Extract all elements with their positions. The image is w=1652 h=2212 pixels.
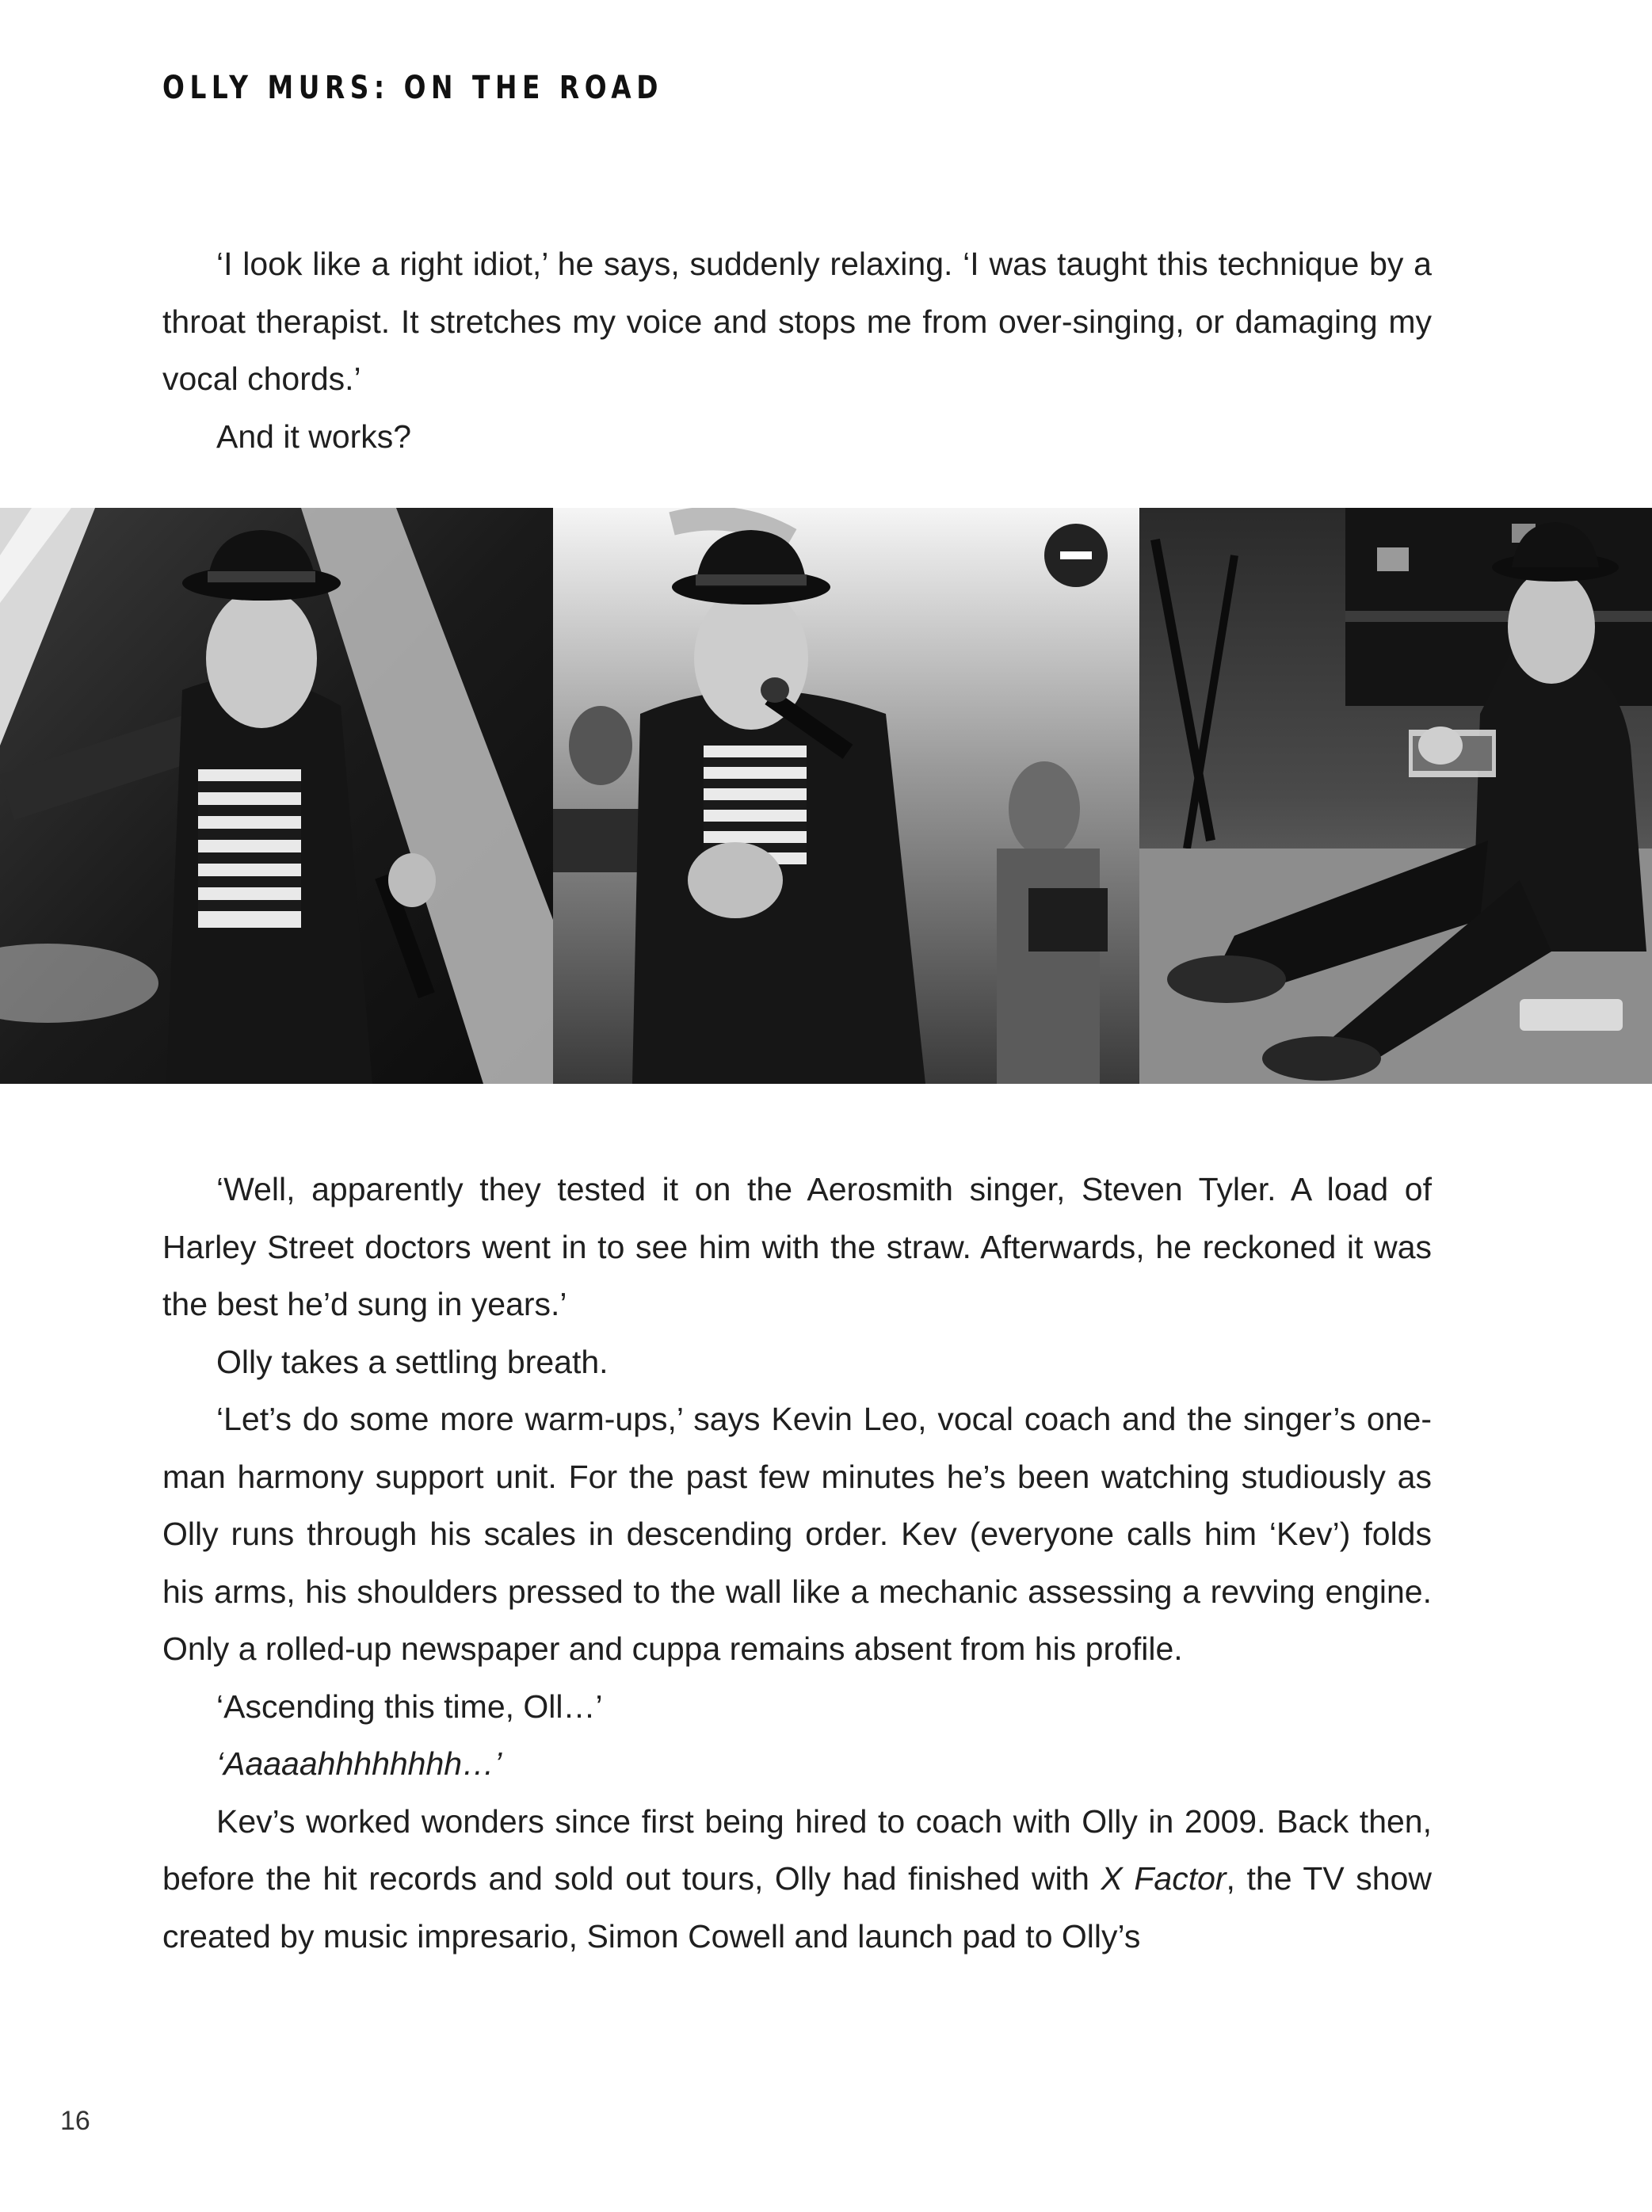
paragraph: ‘Ascending this time, Oll…’ <box>216 1688 603 1725</box>
photo-singer-with-microphone <box>553 508 1139 1084</box>
paragraph: Olly takes a settling breath. <box>216 1343 609 1380</box>
text-span: Kev’s worked wonders since first being hired to coach with Olly in 2009. Back then, before the hit records and sold out tours, Olly had finished with <box>162 1802 1432 1897</box>
show-title: X Factor <box>1101 1860 1227 1897</box>
photo-singer-sitting-eating <box>1139 508 1652 1084</box>
photo-singer-pointing <box>0 508 553 1084</box>
paragraph: And it works? <box>216 418 412 455</box>
paragraph: ‘Well, apparently they tested it on the Aerosmith singer, Steven Tyler. A load of Harley Street doctors went in to see him with the straw. Afterwards, he reckoned it was the best he’d sung in years.’ <box>162 1171 1432 1322</box>
body-text-bottom <box>162 1161 1432 1965</box>
photo-strip <box>0 508 1652 1084</box>
paragraph: ‘I look like a right idiot,’ he says, suddenly relaxing. ‘I was taught this technique by a throat therapist. It stretches my voice and stops me from over-singing, or damaging my vocal chords.’ <box>162 246 1432 397</box>
text-span: , the TV show created by music impresario, Simon Cowell and launch pad to Olly’s <box>162 1860 1432 1955</box>
page-number: 16 <box>60 2106 90 2136</box>
paragraph: ‘Let’s do some more warm-ups,’ says Kevin Leo, vocal coach and the singer’s one-man harmony support unit. For the past few minutes he’s been watching studiously as Olly runs through his scales in descending order. Kev (everyone calls him ‘Kev’) folds his arms, his shoulders pressed to the wall like a mechanic assessing a revving engine. Only a rolled-up newspaper and cuppa remains absent from his profile. <box>162 1401 1432 1667</box>
body-text-top <box>162 235 1432 465</box>
italic-text: ‘Aaaaahhhhhhhh…’ <box>216 1745 502 1782</box>
paragraph-italic <box>162 1735 1432 1793</box>
paragraph <box>162 1793 1432 1966</box>
running-head: OLLY MURS: ON THE ROAD <box>162 70 664 106</box>
